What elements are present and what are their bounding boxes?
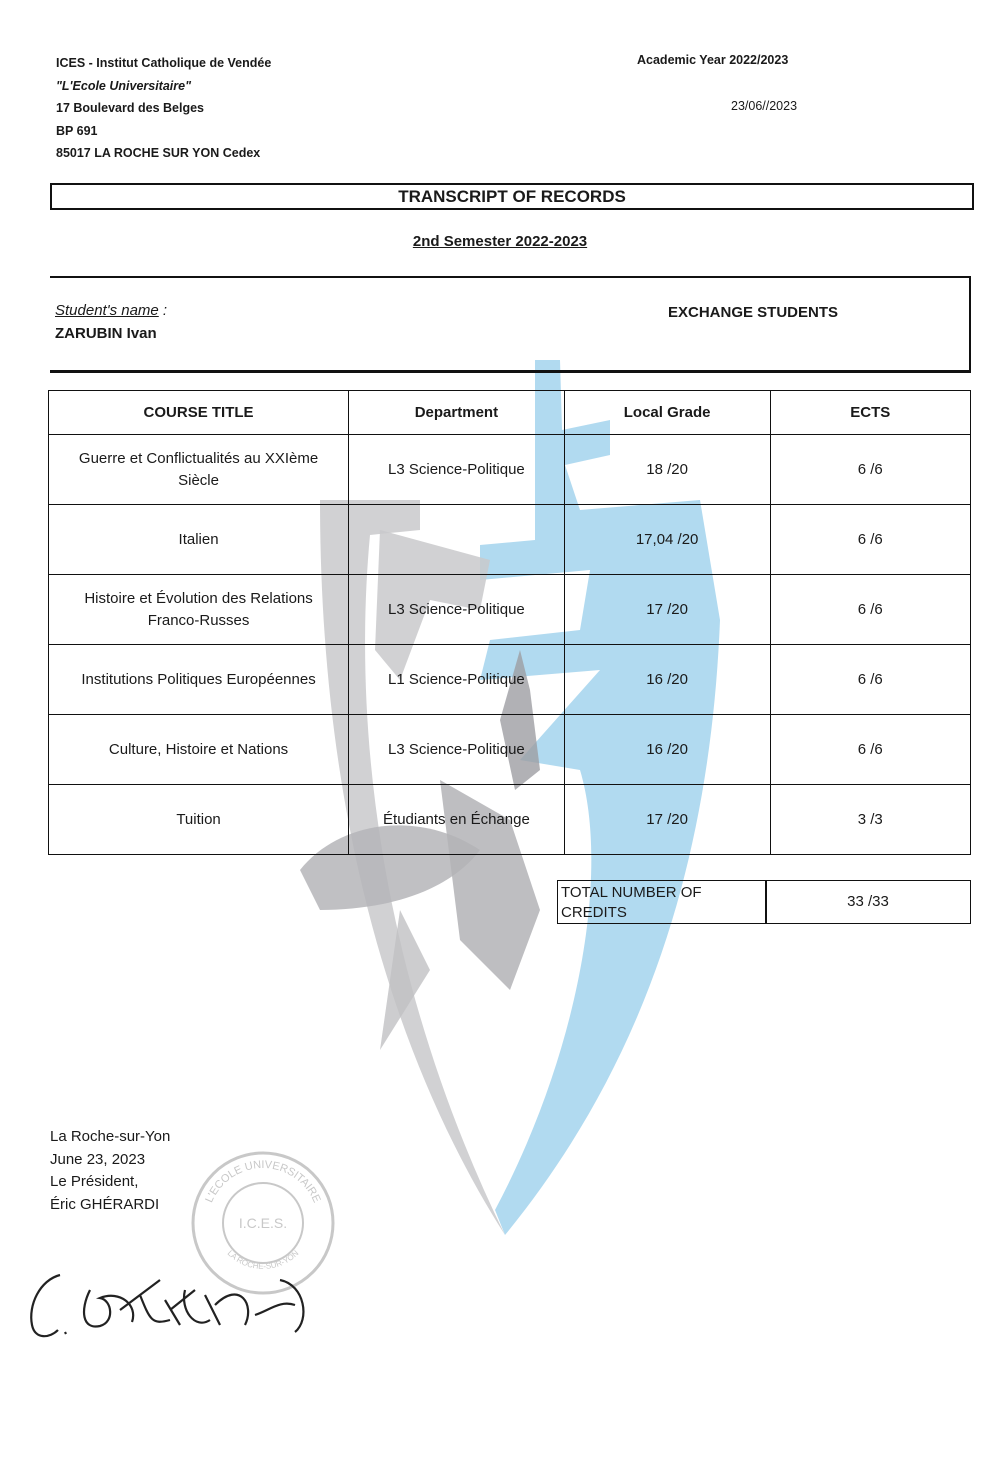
total-separator (765, 881, 767, 923)
address-po-box: BP 691 (56, 123, 98, 138)
institution-address (56, 52, 271, 165)
academic-year: Academic Year 2022/2023 (637, 53, 789, 67)
header-ects: ECTS (770, 391, 970, 435)
address-street: 17 Boulevard des Belges (56, 101, 204, 115)
semester-label: 2nd Semester 2022-2023 (412, 233, 588, 250)
total-credits-label: TOTAL NUMBER OF CREDITS (561, 884, 702, 921)
course-grade: 18 /20 (564, 435, 770, 505)
student-name-label: Student's name : (55, 302, 168, 319)
handwritten-signature (20, 1260, 320, 1350)
course-grade: 17 /20 (564, 785, 770, 855)
course-ects: 6 /6 (770, 715, 970, 785)
course-grade: 16 /20 (564, 645, 770, 715)
table-row (49, 435, 971, 505)
course-ects: 6 /6 (770, 435, 970, 505)
table-row (49, 785, 971, 855)
seal-center-text: I.C.E.S. (238, 1215, 288, 1231)
signature-place: La Roche-sur-Yon (50, 1128, 171, 1145)
course-title: Institutions Politiques Européennes (49, 645, 349, 715)
student-name: ZARUBIN Ivan (55, 325, 157, 342)
course-title: Culture, Histoire et Nations (49, 715, 349, 785)
total-credits-value: 33 /33 (847, 893, 889, 910)
student-category: EXCHANGE STUDENTS (668, 304, 839, 321)
course-title: Italien (49, 505, 349, 575)
header-course-title: COURSE TITLE (49, 391, 349, 435)
signatory-name: Éric GHÉRARDI (50, 1195, 160, 1213)
course-department: L1 Science-Politique (349, 645, 565, 715)
signature-date: June 23, 2023 (50, 1150, 146, 1168)
course-department: Étudiants en Échange (349, 785, 565, 855)
course-grade: 17 /20 (564, 575, 770, 645)
courses-table (48, 390, 971, 855)
signature-block (50, 1126, 170, 1216)
course-title: Guerre et Conflictualités au XXIème Siècle (49, 435, 349, 505)
course-ects: 6 /6 (770, 575, 970, 645)
institution-name: ICES - Institut Catholique de Vendée (56, 56, 272, 70)
document-title: TRANSCRIPT OF RECORDS (50, 183, 974, 210)
course-department: L3 Science-Politique (349, 575, 565, 645)
course-ects: 3 /3 (770, 785, 970, 855)
course-ects: 6 /6 (770, 505, 970, 575)
header-department: Department (349, 391, 565, 435)
table-row (49, 575, 971, 645)
seal-ring-text: L'ECOLE UNIVERSITAIRE (203, 1158, 323, 1205)
course-grade: 17,04 /20 (564, 505, 770, 575)
seal-bottom-text: LA ROCHE-SUR-YON (225, 1248, 301, 1272)
institution-subtitle: "L'Ecole Universitaire" (56, 78, 192, 93)
course-department: L3 Science-Politique (349, 435, 565, 505)
course-department: L3 Science-Politique (349, 715, 565, 785)
header-local-grade: Local Grade (564, 391, 770, 435)
course-title: Tuition (49, 785, 349, 855)
address-city: 85017 LA ROCHE SUR YON Cedex (56, 146, 261, 160)
course-department (349, 505, 565, 575)
semester-heading (0, 233, 1000, 250)
table-header-row (49, 391, 971, 435)
total-credits-box (557, 880, 971, 924)
course-ects: 6 /6 (770, 645, 970, 715)
table-row (49, 645, 971, 715)
student-info-box (50, 276, 971, 373)
table-row (49, 715, 971, 785)
course-title: Histoire et Évolution des Relations Franco-Russes (49, 575, 349, 645)
course-grade: 16 /20 (564, 715, 770, 785)
signatory-role: Le Président, (50, 1173, 139, 1190)
table-row (49, 505, 971, 575)
issue-date: 23/06//2023 (731, 99, 798, 113)
